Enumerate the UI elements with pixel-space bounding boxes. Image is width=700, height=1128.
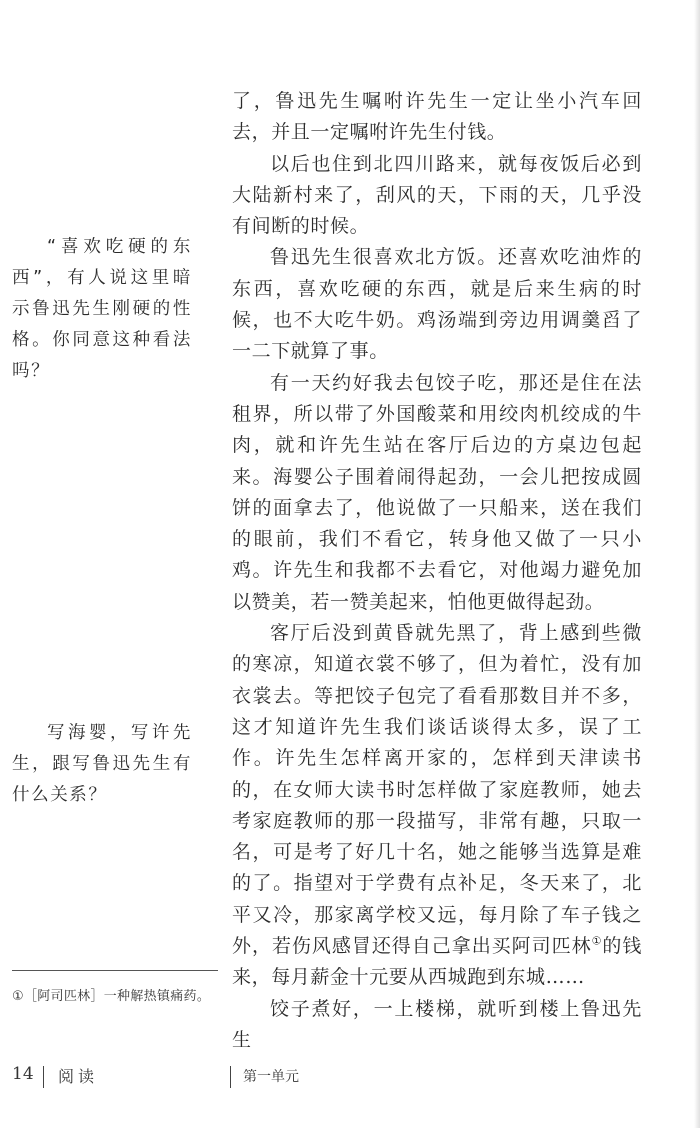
main-text xyxy=(232,86,642,1056)
footer-divider-1 xyxy=(43,1066,44,1088)
paragraph-4: 有一天约好我去包饺子吃，那还是住在法租界，所以带了外国酸菜和用绞肉机绞成的牛肉，就和许先生站在客厅后边的方桌边包起来。海婴公子围着闹得起劲，一会儿把按成圆饼的面拿去了，他说做了一只船来，送在我们的眼前，我们不看它，转身他又做了一只小鸡。许先生和我都不去看它，对他竭力避免加以赞美，若一赞美起来，怕他更做得起劲。 xyxy=(232,371,642,613)
paragraph-1: 了，鲁迅先生嘱咐许先生一定让坐小汽车回去，并且一定嘱咐许先生付钱。 xyxy=(232,90,642,144)
margin-note-1: “喜欢吃硬的东西”，有人说这里暗示鲁迅先生刚硬的性格。你同意这种看法吗？ xyxy=(12,237,192,381)
paragraph-5-tail: 的钱来，每月薪金十元要从西城跑到东城…… xyxy=(232,935,642,989)
section-label: 阅读 xyxy=(58,1067,99,1086)
paragraph-5 xyxy=(232,618,642,994)
footnote-marker[interactable]: ① xyxy=(591,934,603,948)
margin-note-2: 写海婴，写许先生，跟写鲁迅先生有什么关系？ xyxy=(12,723,192,805)
footnote: ①［阿司匹林］一种解热镇痛药。 xyxy=(12,989,211,1004)
paragraph-5-text: 客厅后没到黄昏就先黑了，背上感到些微的寒凉，知道衣裳不够了，但为着忙，没有加衣裳去。等把饺子包完了看看那数目并不多，这才知道许先生我们谈话谈得太多，误了工作。许先生怎样离开家的，怎样到天津读书的，在女师大读书时怎样做了家庭教师，她去考家庭教师的那一段描写，非常有趣，只取一名，可是考了好几十名，她之能够当选算是难的了。指望对于学费有点补足，冬天来了，北平又冷，那家离学校又远，每月除了车子钱之外，若伤风感冒还得自己拿出买阿司匹林 xyxy=(232,622,642,958)
page-edge-shadow xyxy=(694,0,700,1128)
unit-label: 第一单元 xyxy=(243,1069,299,1085)
paragraph-2: 以后也住到北四川路来，就每夜饭后必到大陆新村来了，刮风的天，下雨的天，几乎没有间断的时候。 xyxy=(232,152,642,238)
paragraph-3: 鲁迅先生很喜欢北方饭。还喜欢吃油炸的东西，喜欢吃硬的东西，就是后来生病的时候，也不大吃牛奶。鸡汤端到旁边用调羹舀了一二下就算了事。 xyxy=(232,246,642,363)
footnote-divider xyxy=(12,970,218,971)
page-number: 14 xyxy=(12,1064,34,1084)
footer-divider-2 xyxy=(230,1066,231,1088)
paragraph-6: 饺子煮好，一上楼梯，就听到楼上鲁迅先生 xyxy=(232,997,642,1051)
